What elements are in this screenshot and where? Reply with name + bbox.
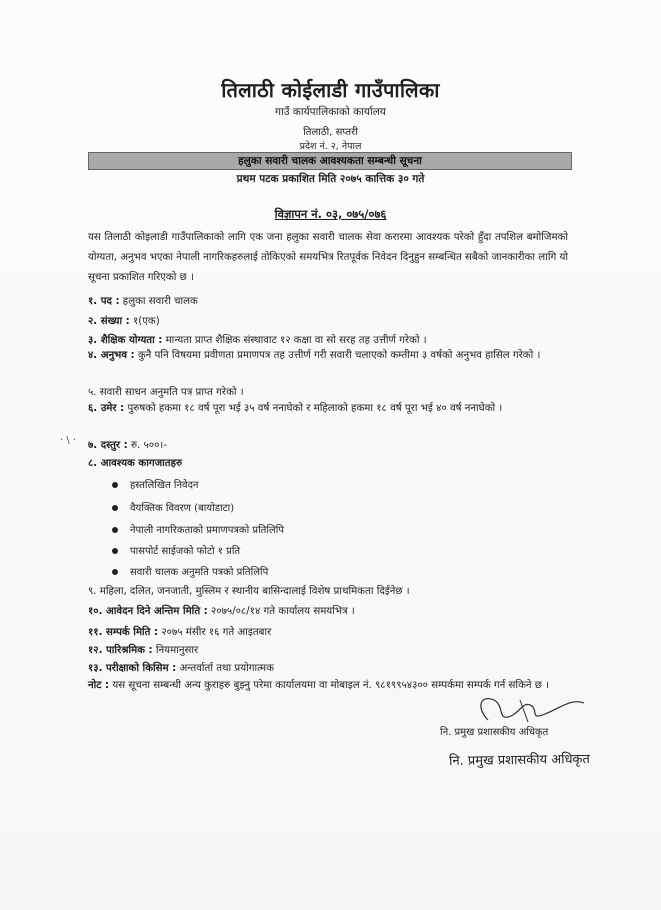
signature-tick xyxy=(520,700,528,722)
item-label: १२. पारिश्रमिक : xyxy=(88,645,153,656)
intro-paragraph: यस तिलाठी कोइलाडी गाउँपालिकाको लागि एक जना हलुका सवारी चालक सेवा करारमा आवश्यक परेको हुँदा तपशिल बमोजिमको योग्यता, अनुभव भएका नेपाली नागरिकहरुलाई तोकिएको समयभित्र रितपूर्वक निवेदन दिनुहुन सम्बन्धित सबैको जानकारीका लागि यो सूचना प्रकाशित गरिएको छ । xyxy=(88,232,568,283)
publish-line: प्रथम पटक प्रकाशित मिति २०७५ कात्तिक ३० गते xyxy=(236,173,425,185)
item-label: १०. आवेदन दिने अन्तिम मिति : xyxy=(88,606,208,617)
item-label: ३. शैक्षिक योग्यता : xyxy=(88,335,163,346)
item-label: १३. परीक्षाको किसिम : xyxy=(88,663,177,674)
doc-text: नेपाली नागरिकताको प्रमाणपत्रको प्रतिलिपि xyxy=(130,525,284,536)
item-priority: ९. महिला, दलित, जनजाती, मुस्लिम र स्थानीय बासिन्दालाई विशेष प्राथमिकता दिईनेछ । xyxy=(88,586,410,597)
signature-stroke xyxy=(481,699,584,720)
doc-text: सवारी चालक अनुमति पत्रको प्रतिलिपि xyxy=(130,567,269,578)
item-value: नियमानुसार xyxy=(155,645,199,656)
signatory-stamp: नि. प्रमुख प्रशासकीय अधिकृत xyxy=(448,752,591,769)
item-label: ७. दस्तुर : xyxy=(88,440,128,451)
item-value: हलुका सवारी चालक xyxy=(122,296,198,307)
doc-text: हस्तलिखित निवेदन xyxy=(130,480,199,491)
title-band: हलुका सवारी चालक आवश्यकता सम्बन्धी सूचना xyxy=(88,152,572,170)
address-line-2: प्रदेश नं. २, नेपाल xyxy=(299,141,362,152)
item-value: २०७५ मंसीर १६ गते आइतबार xyxy=(161,627,272,638)
signatory-title: नि. प्रमुख प्रशासकीय अधिकृत xyxy=(440,727,549,738)
item-label: ८. आवश्यक कागजातहरु xyxy=(88,458,183,469)
doc-text: पासपोर्ट साईजको फोटो १ प्रति xyxy=(130,546,241,557)
office-name: गाउँ कार्यपालिकाको कार्यालय xyxy=(275,106,386,118)
item-label: २. संख्या : xyxy=(88,316,130,327)
doc-text: वैयक्तिक विवरण (बायोडाटा) xyxy=(130,503,235,514)
org-name: तिलाठी कोईलाडी गाउँपालिका xyxy=(221,78,440,102)
note-label: नोट : xyxy=(88,680,110,691)
item-label: ४. अनुभव : xyxy=(88,350,135,361)
note-text: यस सूचना सम्बन्धी अन्य कुराहरु बुझ्नु परेमा कार्यालयमा वा मोबाइल नं. ९८१९९५४३०० सम्पर्कमा सम्पर्क गर्न सकिने छ । xyxy=(112,680,550,691)
item-label: ११. सम्पर्क मिति : xyxy=(88,627,159,638)
item-label: १. पद : xyxy=(88,296,120,307)
item-value: २०७५/०८/१४ गते कार्यालय समयभित्र । xyxy=(211,606,355,617)
item-value: रु. ५००।- xyxy=(130,440,167,451)
item-value: १(एक) xyxy=(132,316,160,327)
address-line-1: तिलाठी, सप्तरी xyxy=(303,127,358,138)
scan-marks: · \ · xyxy=(60,435,77,446)
item-license: ५. सवारी साधन अनुमति पत्र प्राप्त गरेको । xyxy=(88,387,244,398)
item-value: कुनै पनि विषयमा प्रवीणता प्रमाणपत्र तह उत्तीर्ण गरी सवारी चलाएको कम्तीमा ३ वर्षको अनुभव हासिल गरेको । xyxy=(137,350,541,361)
item-value: अन्तर्वार्ता तथा प्रयोगात्मक xyxy=(179,663,274,674)
notice-number: विज्ञापन नं. ०३, ०७५/०७६ xyxy=(274,207,387,221)
item-value: मान्यता प्राप्त शैक्षिक संस्थावाट १२ कक्षा वा सो सरह तह उत्तीर्ण गरेको । xyxy=(165,335,427,346)
item-value: पुरुषको हकमा १८ वर्ष पूरा भई ३५ वर्ष ननाघेको र महिलाको हकमा १८ वर्ष पूरा भई ४० वर्ष ननाघेको । xyxy=(127,403,503,414)
item-label: ६. उमेर : xyxy=(88,403,125,414)
